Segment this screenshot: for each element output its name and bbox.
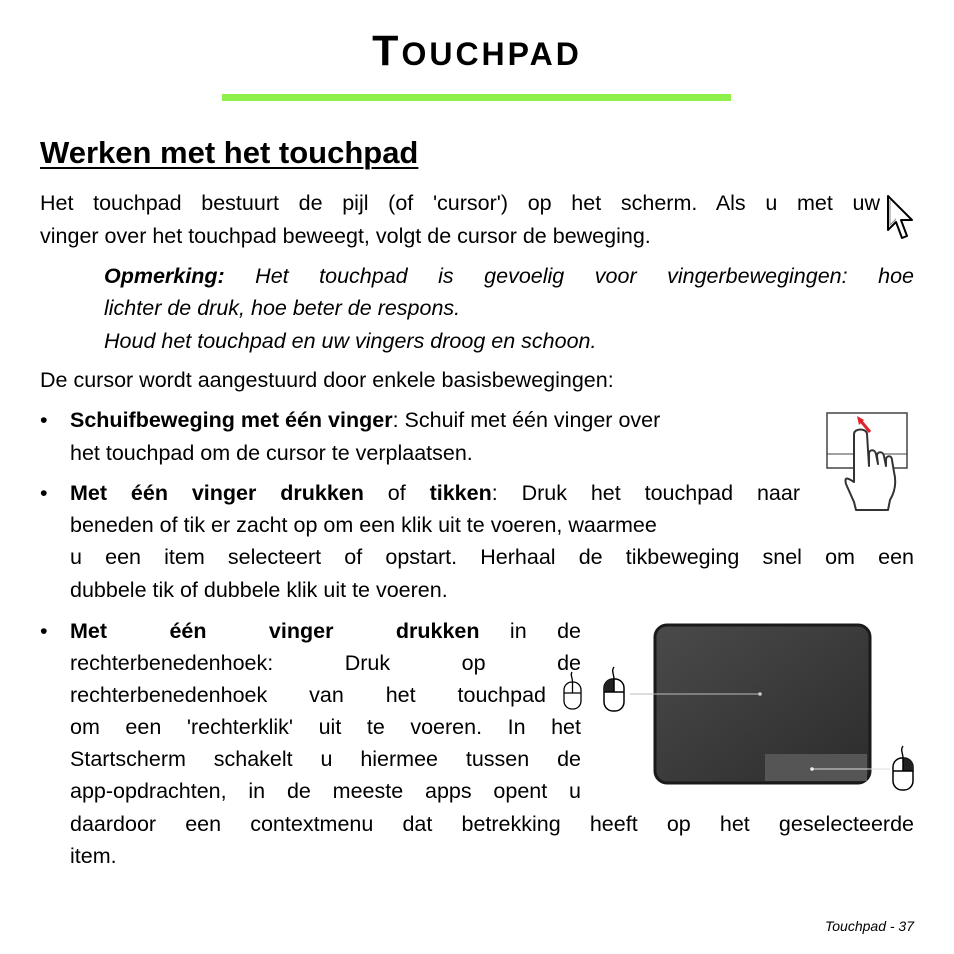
bullet-3-line-1 bbox=[70, 615, 581, 648]
bullet-3-line-7: daardoor een contextmenu dat betrekking heeft op het geselecteerde bbox=[70, 812, 914, 836]
page-footer: Touchpad - 37 bbox=[825, 918, 914, 934]
bullet-1-bold: Schuifbeweging met één vinger bbox=[70, 408, 393, 432]
bullet-2-line-1 bbox=[70, 477, 800, 510]
bullet-2-line-1-text: : Druk het touchpad naar bbox=[491, 481, 800, 505]
bullet-2-line-3: u een item selecteert of opstart. Herhaal de tikbeweging snel om een bbox=[70, 545, 914, 569]
intro-line-2: vinger over het touchpad beweegt, volgt de cursor de beweging. bbox=[40, 224, 651, 248]
touchpad-right-click-zone bbox=[765, 754, 867, 781]
chapter-title bbox=[0, 27, 954, 75]
bullet-2-bold-1: Met één vinger drukken bbox=[70, 481, 364, 505]
note-label: Opmerking: bbox=[104, 264, 225, 288]
bullet-1-line-1-text: : Schuif met één vinger over bbox=[392, 408, 661, 432]
touchpad-illustration bbox=[560, 620, 920, 800]
bullet-1-line-2: het touchpad om de cursor te verplaatsen. bbox=[70, 441, 473, 465]
bullet-2-line-2: beneden of tik er zacht op om een klik uit te voeren, waarmee bbox=[70, 513, 657, 537]
mouse-small-icon bbox=[564, 672, 581, 709]
bullet-3-line-4: om een 'rechterklik' uit te voeren. In het bbox=[70, 715, 581, 739]
bullet-3-line-5: Startscherm schakelt u hiermee tussen de bbox=[70, 747, 581, 771]
bullet-3-line-3: rechterbenedenhoek van het touchpad bbox=[70, 683, 546, 707]
bullet-marker: • bbox=[40, 408, 48, 432]
note-line-1-text: Het touchpad is gevoelig voor vingerbewegingen: hoe bbox=[224, 264, 914, 288]
bullet-2-bold-2: tikken bbox=[429, 481, 492, 505]
bullet-marker: • bbox=[40, 481, 48, 505]
cursor-arrow-icon bbox=[886, 194, 916, 242]
title-accent-rule bbox=[222, 94, 731, 101]
bullet-3-bold: Met één vinger drukken bbox=[70, 619, 480, 643]
mouse-left-click-icon bbox=[604, 667, 624, 711]
lead-in-text: De cursor wordt aangestuurd door enkele basisbewegingen: bbox=[40, 368, 614, 392]
bullet-2-connector: of bbox=[363, 481, 430, 505]
bullet-2-line-4: dubbele tik of dubbele klik uit te voeren. bbox=[70, 578, 448, 602]
note-line-1 bbox=[104, 260, 914, 293]
finger-swipe-icon bbox=[826, 410, 910, 512]
bullet-3-line-8: item. bbox=[70, 844, 117, 868]
chapter-title-initial: T bbox=[372, 27, 402, 75]
bullet-1-line-1 bbox=[70, 404, 660, 437]
intro-line-1: Het touchpad bestuurt de pijl (of 'cursor') op het scherm. Als u met uw bbox=[40, 191, 880, 215]
note-line-3: Houd het touchpad en uw vingers droog en schoon. bbox=[104, 329, 597, 353]
bullet-3-line-1-text: in de bbox=[479, 619, 581, 643]
note-line-2: lichter de druk, hoe beter de respons. bbox=[104, 296, 461, 320]
bullet-3-line-2: rechterbenedenhoek: Druk op de bbox=[70, 651, 581, 675]
mouse-right-click-icon bbox=[893, 746, 913, 790]
section-heading: Werken met het touchpad bbox=[40, 135, 419, 170]
chapter-title-rest: OUCHPAD bbox=[401, 36, 582, 72]
bullet-marker: • bbox=[40, 619, 48, 643]
bullet-3-line-6: app-opdrachten, in de meeste apps opent u bbox=[70, 779, 581, 803]
